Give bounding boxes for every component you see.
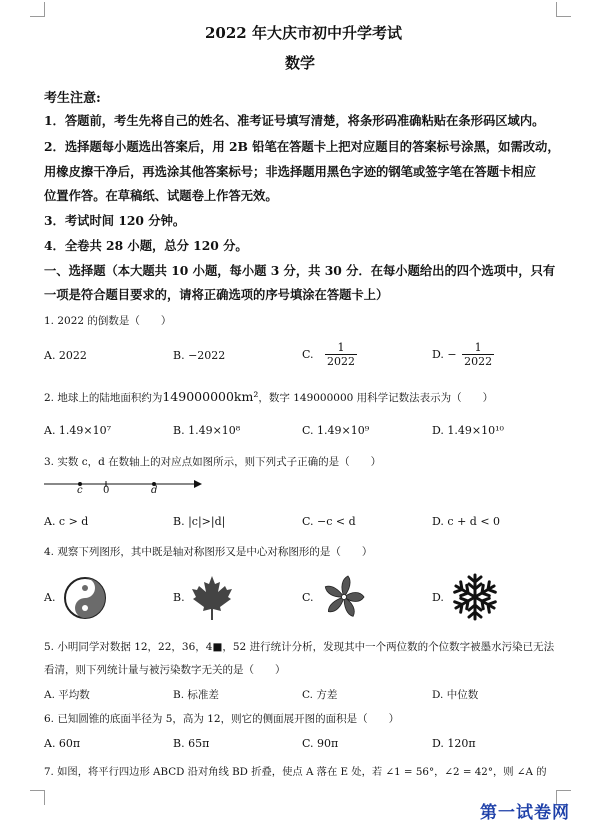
exam-title: 2022 年大庆市初中升学考试: [205, 24, 402, 42]
q6-stem: 6. 已知圆锥的底面半径为 5，高为 12，则它的侧面展开图的面积是（ ）: [44, 713, 400, 725]
q1-option-d: [432, 341, 494, 368]
notice-item-2c: 位置作答。在草稿纸、试题卷上作答无效。: [44, 188, 278, 203]
q2-stem: [44, 389, 493, 405]
q6-option-a: A. 60π: [44, 737, 81, 750]
q2-option-a: A. 1.49×10⁷: [44, 424, 112, 437]
q4-option-a: A.: [44, 591, 56, 604]
q6-option-c: C. 90π: [302, 737, 339, 750]
q3-option-a: A. c > d: [44, 515, 89, 528]
corner-mark-top-left: [30, 2, 45, 17]
subject-title: 数学: [285, 54, 316, 72]
q3-option-c: C. −c < d: [302, 515, 356, 528]
q1-option-d-label: D. −: [432, 348, 457, 361]
q3-stem: 3. 实数 c，d 在数轴上的对应点如图所示，则下列式子正确的是（ ）: [44, 456, 382, 468]
q3-axis-label-c: c: [77, 485, 83, 496]
q2-option-d: D. 1.49×10¹⁰: [432, 424, 504, 437]
q1-option-c-label: C.: [302, 348, 314, 361]
q2-stem-pre: 2. 地球上的陆地面积约为: [44, 392, 163, 404]
section1-heading-line1: 一、选择题（本大题共 10 小题，每小题 3 分，共 30 分．在每小题给出的四个选项中，只有: [44, 263, 556, 278]
bauhinia-flower-icon: [320, 573, 368, 621]
q6-option-d: D. 120π: [432, 737, 476, 750]
q4-option-c: C.: [302, 591, 314, 604]
q1-stem: 1. 2022 的倒数是（ ）: [44, 315, 172, 327]
q1-c-numerator: 1: [325, 341, 357, 355]
q2-stem-value: 149000000km²: [162, 389, 259, 404]
q4-option-b: B.: [173, 591, 185, 604]
q1-option-a: A. 2022: [44, 349, 87, 362]
section1-heading-line2: 一项是符合题目要求的，请将正确选项的序号填涂在答题卡上）: [44, 287, 389, 302]
q1-d-numerator: 1: [462, 341, 494, 355]
q5-option-a: A. 平均数: [44, 689, 90, 701]
q1-option-d-fraction: [462, 341, 494, 368]
q2-option-b: B. 1.49×10⁸: [173, 424, 241, 437]
q5-stem-line1: 5. 小明同学对数据 12，22，36，4■，52 进行统计分析，发现其中一个两位数的个位数字被墨水污染已无法: [44, 641, 555, 653]
q4-stem: 4. 观察下列图形，其中既是轴对称图形又是中心对称图形的是（ ）: [44, 546, 373, 558]
q6-option-b: B. 65π: [173, 737, 210, 750]
snowflake-icon: [450, 572, 500, 622]
q5-stem-line2: 看清，则下列统计量与被污染数字无关的是（ ）: [44, 664, 286, 676]
q5-option-b: B. 标准差: [173, 689, 219, 701]
q2-option-c: C. 1.49×10⁹: [302, 424, 370, 437]
corner-mark-bottom-left: [30, 790, 45, 805]
notice-heading: 考生注意:: [44, 91, 101, 106]
q1-c-denominator: 2022: [327, 355, 356, 368]
notice-item-1: 1．答题前，考生先将自己的姓名、准考证号填写清楚，将条形码准确粘贴在条形码区域内。: [44, 113, 545, 128]
q5-option-d: D. 中位数: [432, 689, 479, 701]
notice-item-4: 4．全卷共 28 小题，总分 120 分。: [44, 238, 248, 253]
q4-option-d: D.: [432, 591, 444, 604]
q1-d-denominator: 2022: [464, 355, 493, 368]
maple-leaf-icon: [190, 574, 234, 622]
q1-option-b: B. −2022: [173, 349, 226, 362]
q1-option-c: [302, 341, 357, 368]
q3-axis-label-zero: 0: [103, 485, 110, 496]
notice-item-3: 3．考试时间 120 分钟。: [44, 213, 186, 228]
q7-stem: 7. 如图，将平行四边形 ABCD 沿对角线 BD 折叠，使点 A 落在 E 处，若 ∠1 = 56°，∠2 = 42°，则 ∠A 的: [44, 766, 547, 778]
q2-stem-post: ，数字 149000000 用科学记数法表示为（ ）: [258, 392, 494, 404]
q3-number-line: [44, 474, 204, 500]
notice-item-2: 2．选择题每小题选出答案后，用 2B 铅笔在答题卡上把对应题目的答案标号涂黑，如需改动，: [44, 139, 560, 154]
q1-option-c-fraction: [325, 341, 357, 368]
notice-item-2b: 用橡皮擦干净后，再选涂其他答案标号；非选择题用黑色字迹的钢笔或签字笔在答题卡相应: [44, 164, 536, 179]
q3-option-d: D. c + d < 0: [432, 515, 501, 528]
q5-option-c: C. 方差: [302, 689, 338, 701]
yin-yang-icon: [63, 576, 107, 620]
site-watermark: 第一试卷网: [480, 803, 570, 823]
q3-axis-label-d: d: [151, 485, 158, 496]
q3-option-b: B. |c|>|d|: [173, 515, 226, 528]
corner-mark-top-right: [556, 2, 571, 17]
